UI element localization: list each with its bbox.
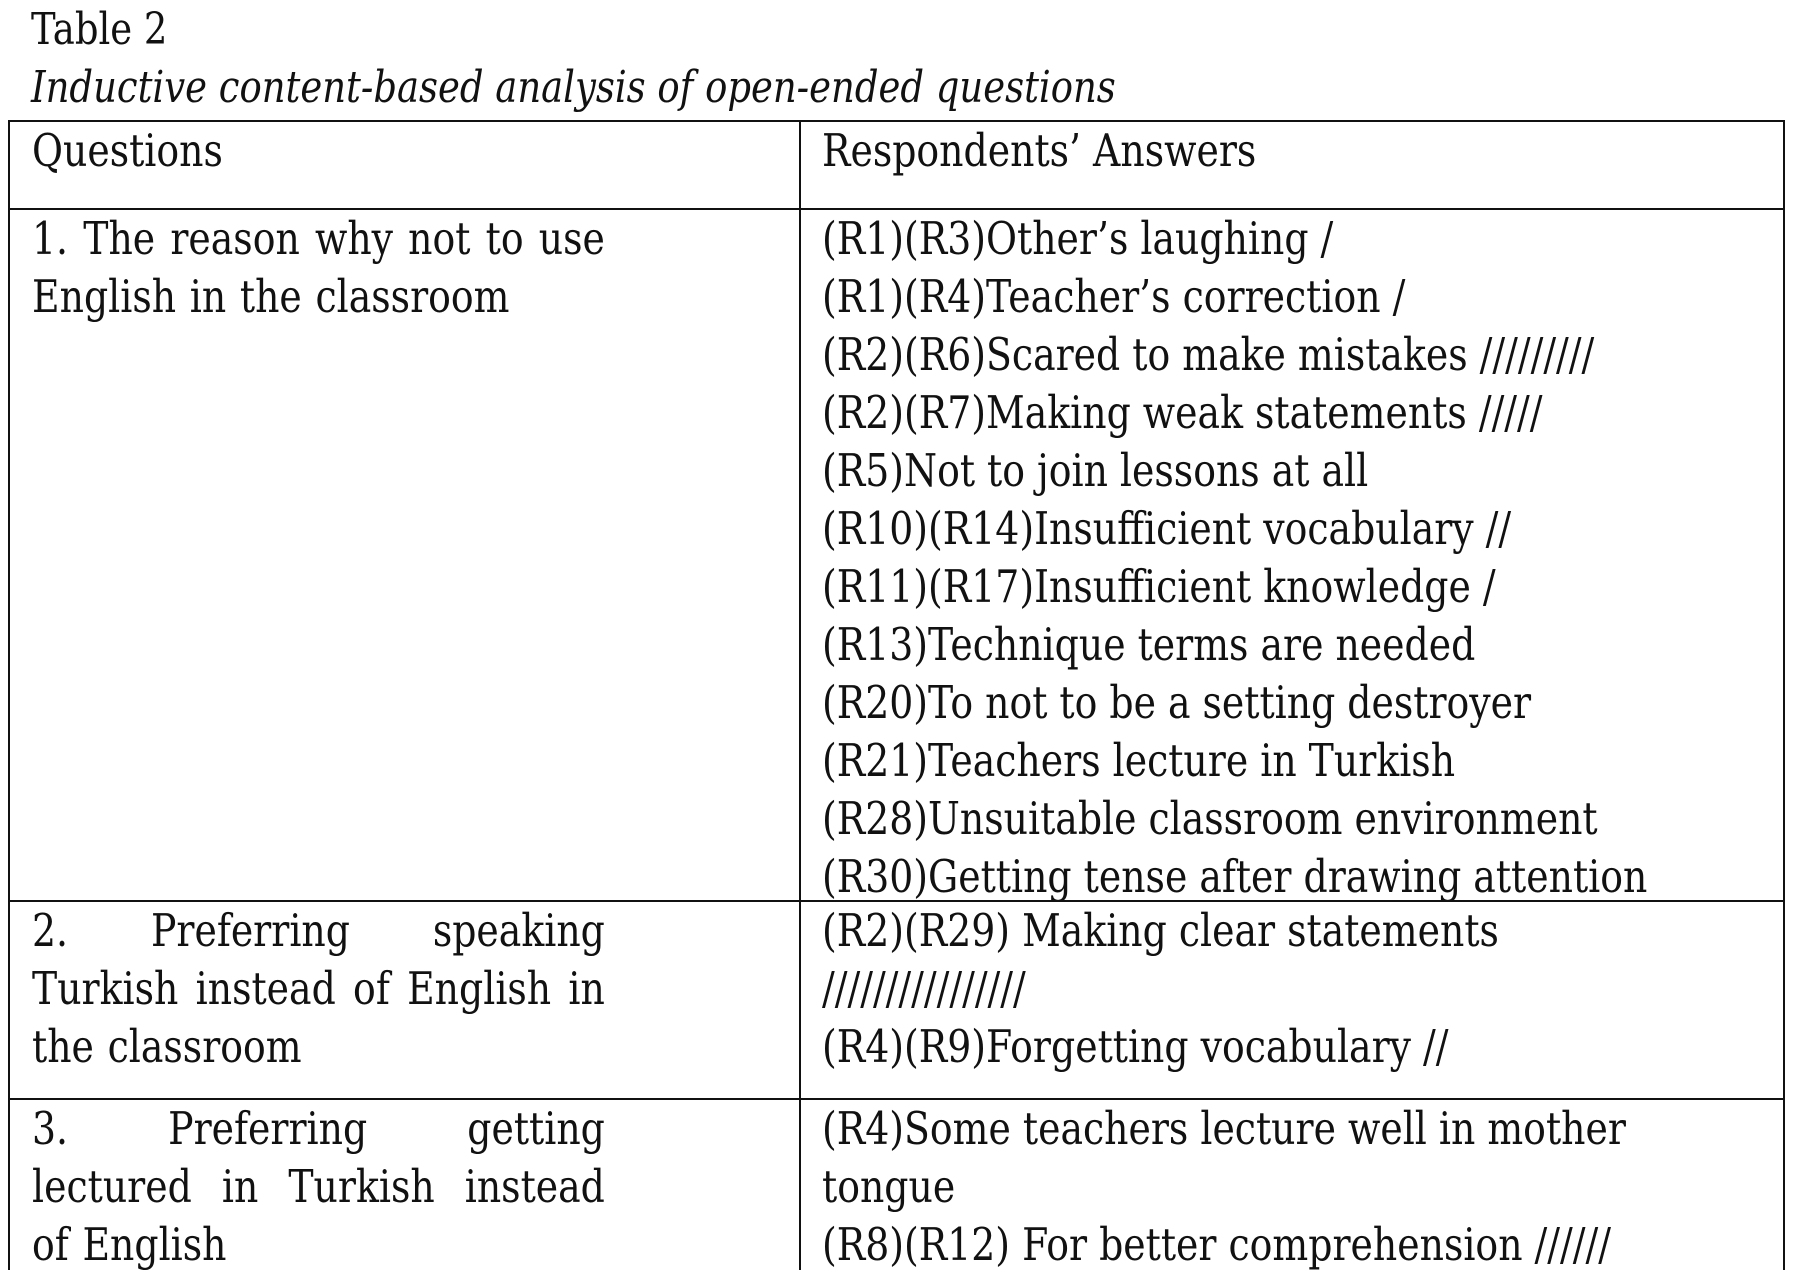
answer-item: (R2)(R6)Scared to make mistakes /////////: [822, 328, 1595, 381]
table-label: Table 2: [31, 4, 168, 55]
question-2: 2. Preferring speaking Turkish instead of English in the classroom: [32, 904, 605, 1073]
header-questions: Questions: [32, 124, 223, 177]
answer-item: (R10)(R14)Insufficient vocabulary //: [822, 502, 1512, 555]
answers-3: [822, 1100, 1626, 1274]
answer-item: (R8)(R12) For better comprehension //////: [822, 1218, 1611, 1271]
answers-1: [822, 210, 1647, 906]
header-answers: Respondents’ Answers: [822, 124, 1257, 177]
answer-item: (R2)(R7)Making weak statements /////: [822, 386, 1543, 439]
answers-2: [822, 902, 1499, 1076]
question-1: 1. The reason why not to use English in the classroom: [32, 212, 605, 323]
question-3: 3. Preferring getting lectured in Turkish instead of English: [32, 1102, 605, 1271]
answer-item: (R28)Unsuitable classroom environment: [822, 792, 1598, 845]
answer-item: (R11)(R17)Insufficient knowledge /: [822, 560, 1496, 613]
answer-item: tongue: [822, 1160, 956, 1213]
answer-item: ////////////////: [822, 962, 1026, 1015]
answer-item: (R5)Not to join lessons at all: [822, 444, 1369, 497]
answer-item: (R1)(R3)Other’s laughing /: [822, 212, 1334, 265]
analysis-table: [8, 120, 1785, 1270]
answer-item: (R1)(R4)Teacher’s correction /: [822, 270, 1406, 323]
table-left-border: [8, 120, 10, 1270]
table-title: Inductive content-based analysis of open-ended questions: [31, 62, 1116, 113]
answer-item: (R4)(R9)Forgetting vocabulary //: [822, 1020, 1449, 1073]
answer-item: (R20)To not to be a setting destroyer: [822, 676, 1532, 729]
table-right-border: [1783, 120, 1785, 1270]
answer-item: (R2)(R29) Making clear statements: [822, 904, 1499, 957]
answer-item: (R30)Getting tense after drawing attention: [822, 850, 1648, 903]
answer-item: (R4)Some teachers lecture well in mother: [822, 1102, 1626, 1155]
answer-item: (R21)Teachers lecture in Turkish: [822, 734, 1456, 787]
answer-item: (R13)Technique terms are needed: [822, 618, 1476, 671]
column-divider: [799, 120, 801, 1270]
